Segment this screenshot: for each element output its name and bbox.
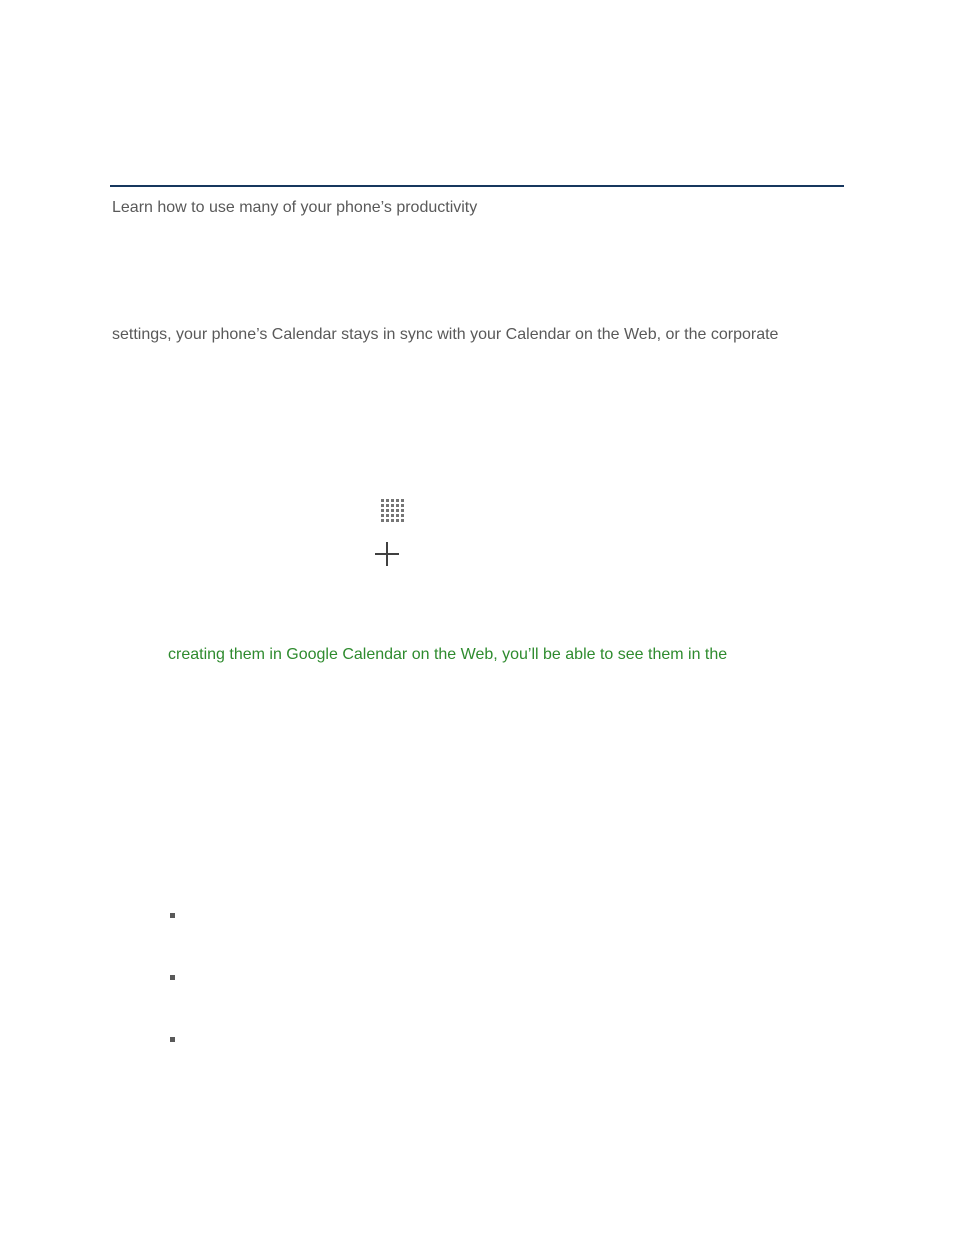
list-bullet xyxy=(170,1037,175,1042)
note-text: creating them in Google Calendar on the Web, you’ll be able to see them in the xyxy=(168,646,728,663)
list-bullet xyxy=(170,913,175,918)
apps-grid-icon xyxy=(381,499,407,523)
intro-text: Learn how to use many of your phone’s productivity xyxy=(112,199,478,216)
calendar-sync-text: settings, your phone’s Calendar stays in sync with your Calendar on the Web, or the corporate xyxy=(112,326,779,343)
list-bullet xyxy=(170,975,175,980)
section-divider xyxy=(110,185,844,187)
plus-icon xyxy=(374,541,400,567)
